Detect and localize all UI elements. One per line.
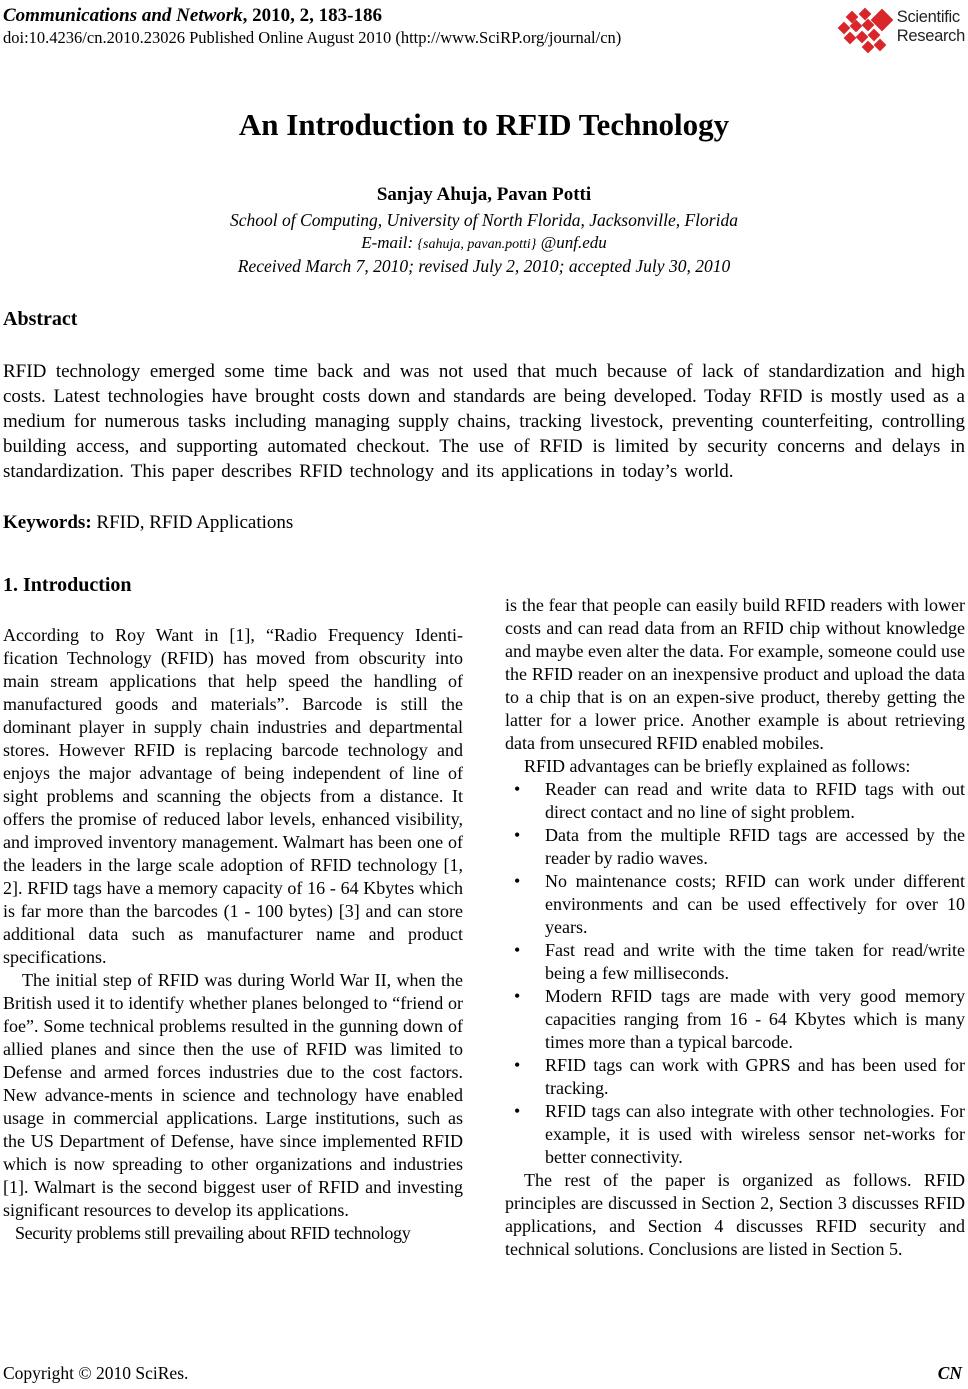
email-domain: @unf.edu — [540, 233, 607, 252]
paragraph: According to Roy Want in [1], “Radio Frequency Identi-fication Technology (RFID) has moved from obscurity into main stream applications that help speed the handling of manufactured goods and materials”. Barcode is still the dominant player in supply chain industries and departmental stores. However RFID is replacing barcode technology and enjoys the major advantage of being independent of line of sight problems and scanning the objects from a distance. It offers the promise of reduced labor levels, enhanced visibility, and improved inventory management. Walmart has been one of the leaders in the large scale adoption of RFID technology [1, 2]. RFID tags have a memory capacity of 16 - 64 Kbytes which is far more than the barcodes (1 - 100 bytes) [3] and can store additional data such as manufacturer name and product specifications. — [3, 625, 463, 967]
publisher-logo-line1: Scientific — [896, 8, 960, 26]
body-columns — [3, 572, 965, 1261]
keywords-line — [3, 512, 965, 534]
list-item-text: RFID tags can also integrate with other technologies. For example, it is used with wireless sensor net-works for better connectivity. — [545, 1101, 965, 1167]
left-column — [3, 572, 463, 1261]
publisher-logo — [836, 7, 965, 57]
page-title: An Introduction to RFID Technology — [238, 107, 730, 142]
list-item-text: Data from the multiple RFID tags are accessed by the reader by radio waves. — [545, 825, 965, 868]
abstract-heading: Abstract — [3, 308, 78, 330]
paragraph: RFID advantages can be briefly explained as follows: — [524, 756, 911, 776]
authors: Sanjay Ahuja, Pavan Potti — [376, 184, 592, 205]
bullet-icon: • — [514, 779, 521, 799]
list-item-text: Modern RFID tags are made with very good memory capacities ranging from 16 - 64 Kbytes which is many times more than a typical barcode. — [545, 986, 965, 1052]
bullet-icon: • — [514, 825, 521, 845]
email-names: {sahuja, pavan.potti} — [417, 237, 537, 252]
affiliation: School of Computing, University of North Florida, Jacksonville, Florida — [230, 210, 738, 230]
paragraph: Security problems still prevailing about RFID technology — [15, 1223, 411, 1243]
email-line — [3, 233, 965, 253]
keywords-value: RFID, RFID Applications — [96, 512, 294, 533]
bullet-icon: • — [514, 871, 521, 891]
journal-name: Communications and Network — [3, 5, 243, 26]
list-item — [505, 824, 965, 870]
email-label: E-mail: — [361, 233, 414, 252]
doi-line: doi:10.4236/cn.2010.23026 Published Online August 2010 (http://www.SciRP.org/journal/cn) — [3, 28, 622, 47]
list-item — [505, 939, 965, 985]
list-item-text: Fast read and write with the time taken for read/write being a few milliseconds. — [545, 940, 965, 983]
publisher-logo-text — [897, 8, 965, 46]
abstract-body: RFID technology emerged some time back and was not used that much because of lack of standardization and high costs. Latest technologies have brought costs down and standards are being developed. Today RFID is mostly used as a medium for numerous tasks including managing supply chains, tracking livestock, preventing counterfeiting, controlling building access, and supporting automated checkout. The use of RFID is limited by security concerns and delays in standardization. This paper describes RFID technology and its applications in today’s world. — [3, 361, 965, 482]
page-footer — [3, 1363, 962, 1384]
received-dates: Received March 7, 2010; revised July 2, 2010; accepted July 30, 2010 — [237, 256, 731, 276]
paragraph: The initial step of RFID was during World War II, when the British used it to identify whether planes belonged to “friend or foe”. Some technical problems resulted in the gunning down of allied planes and since then the use of RFID was limited to Defense and armed forces industries due to the cost factors. New advance-ments in science and technology have enabled usage in commercial applications. Large institutions, such as the US Department of Defense, have since implemented RFID which is now spreading to other organizations and industries [1]. Walmart is the second biggest user of RFID and investing significant resources to develop its applications. — [3, 970, 463, 1220]
section-heading-introduction: 1. Introduction — [3, 574, 132, 596]
list-item — [505, 778, 965, 824]
bullet-icon: • — [514, 1101, 521, 1121]
journal-citation-line — [3, 5, 621, 26]
list-item-text: Reader can read and write data to RFID tags with out direct contact and no line of sight problem. — [545, 779, 965, 822]
masthead — [3, 5, 965, 57]
list-item — [505, 1054, 965, 1100]
journal-code: CN — [937, 1363, 962, 1383]
paragraph: The rest of the paper is organized as follows. RFID principles are discussed in Section 2, Section 3 discusses RFID applications, and Section 4 discusses RFID security and technical solutions. Conclusions are listed in Section 5. — [505, 1170, 965, 1259]
bullet-icon: • — [514, 940, 521, 960]
masthead-left — [3, 5, 621, 48]
paragraph: is the fear that people can easily build RFID readers with lower costs and can read data from an RFID chip without knowledge and maybe even alter the data. For example, someone could use the RFID reader on an inexpensive product and upload the data to a chip that is on an expen-sive product, thereby getting the latter for a lower price. Another example is about retrieving data from unsecured RFID enabled mobiles. — [505, 595, 965, 753]
journal-issue-pages: , 2010, 2, 183-186 — [242, 5, 382, 26]
list-item — [505, 985, 965, 1054]
publisher-logo-line2: Research — [896, 27, 965, 45]
list-item — [505, 1100, 965, 1169]
advantages-bullet-list — [505, 778, 965, 1169]
right-column — [505, 572, 965, 1261]
list-item-text: RFID tags can work with GPRS and has been used for tracking. — [545, 1055, 965, 1098]
bullet-icon: • — [514, 986, 521, 1006]
keywords-label: Keywords: — [3, 512, 92, 533]
bullet-icon: • — [514, 1055, 521, 1075]
list-item-text: No maintenance costs; RFID can work under different environments and can be used effectively for over 10 years. — [545, 871, 965, 937]
list-item — [505, 870, 965, 939]
copyright-notice: Copyright © 2010 SciRes. — [3, 1363, 189, 1383]
scientific-research-diamonds-icon — [836, 7, 894, 57]
